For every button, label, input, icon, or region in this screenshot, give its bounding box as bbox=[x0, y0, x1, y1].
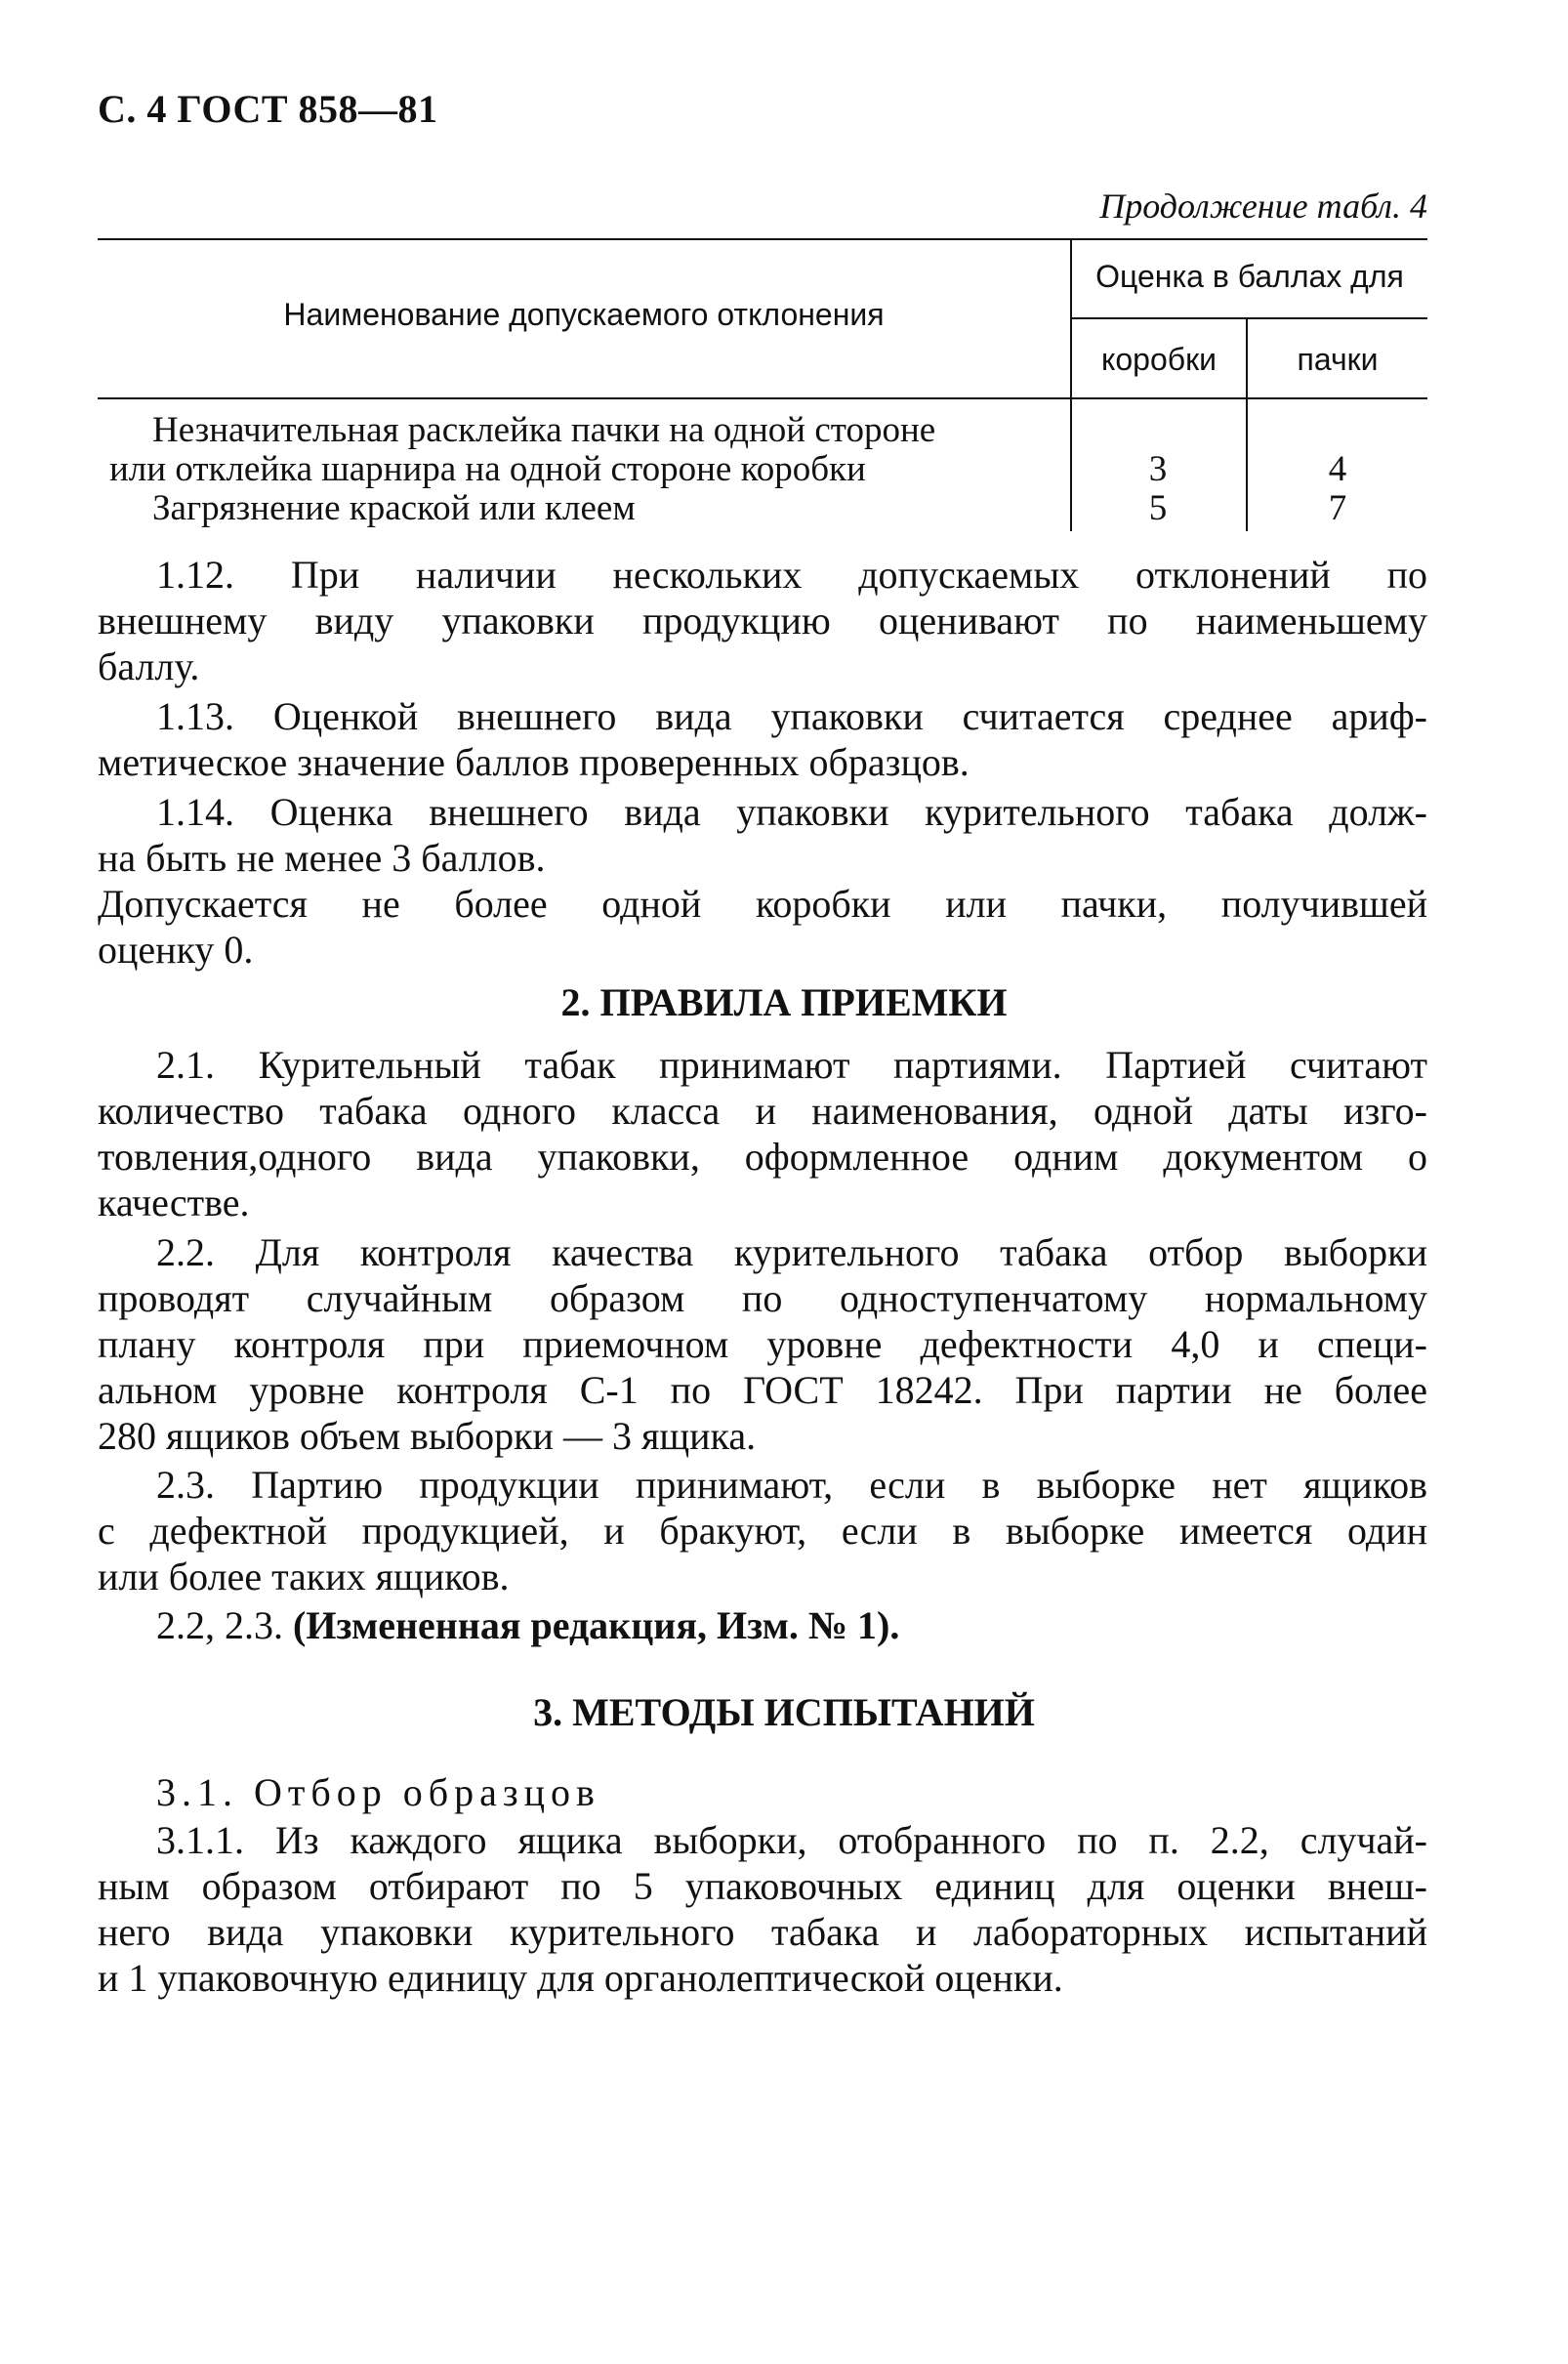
table-row-1-box-score: 3 bbox=[1148, 449, 1168, 489]
para-1-12-line-3: баллу. bbox=[98, 644, 200, 688]
para-1-14-line-1: 1.14. Оценка внешнего вида упаковки курительного табака долж- bbox=[156, 790, 1427, 834]
para-2-1-line-4: качестве. bbox=[98, 1181, 250, 1224]
para-3-1-1-line-2: ным образом отбирают по 5 упаковочных единиц для оценки внеш- bbox=[98, 1864, 1427, 1908]
para-1-13-line-2: метическое значение баллов проверенных образцов. bbox=[98, 740, 970, 784]
para-3-1-1-line-3: него вида упаковки курительного табака и лабораторных испытаний bbox=[98, 1910, 1427, 1954]
section-3-title: 3. МЕТОДЫ ИСПЫТАНИЙ bbox=[533, 1690, 1035, 1734]
para-1-13-line-1: 1.13. Оценкой внешнего вида упаковки считается среднее ариф- bbox=[156, 694, 1427, 738]
column-header-pack: пачки bbox=[1297, 342, 1379, 377]
column-header-name: Наименование допускаемого отклонения bbox=[283, 297, 885, 332]
amendment-prefix: 2.2, 2.3. bbox=[156, 1603, 283, 1647]
para-1-14-note-line-2: оценку 0. bbox=[98, 928, 254, 972]
para-2-2-line-5: 280 ящиков объем выборки — 3 ящика. bbox=[98, 1414, 757, 1458]
table-row-2-box-score: 5 bbox=[1148, 488, 1168, 528]
para-2-3-line-3: или более таких ящиков. bbox=[98, 1555, 510, 1598]
section-2-title: 2. ПРАВИЛА ПРИЕМКИ bbox=[560, 980, 1008, 1024]
para-3-1-heading: 3.1. Отбор образцов bbox=[156, 1770, 600, 1814]
amendment-note bbox=[98, 1602, 1427, 1648]
column-header-box: коробки bbox=[1101, 342, 1217, 377]
para-2-1-line-1: 2.1. Курительный табак принимают партиями. Партией считают bbox=[156, 1043, 1427, 1087]
table-header-rule bbox=[98, 397, 1427, 399]
para-3-1-1-line-4: и 1 упаковочную единицу для органолептической оценки. bbox=[98, 1956, 1063, 2000]
para-2-1-line-2: количество табака одного класса и наименования, одной даты изго- bbox=[98, 1089, 1427, 1133]
para-2-3-line-2: с дефектной продукцией, и бракуют, если в выборке имеется один bbox=[98, 1509, 1427, 1553]
column-header-score: Оценка в баллах для bbox=[1095, 259, 1404, 294]
table-row-1-line-2: или отклейка шарнира на одной стороне коробки bbox=[109, 449, 866, 489]
table-row-1-line-1: Незначительная расклейка пачки на одной стороне bbox=[152, 410, 936, 450]
table-row-2-line-1: Загрязнение краской или клеем bbox=[152, 488, 636, 528]
para-2-2-line-2: проводят случайным образом по одноступенчатому нормальному bbox=[98, 1276, 1427, 1320]
para-1-12-line-1: 1.12. При наличии нескольких допускаемых отклонений по bbox=[156, 553, 1427, 597]
table-subheader-rule bbox=[1071, 317, 1427, 319]
para-2-2-line-1: 2.2. Для контроля качества курительного табака отбор выборки bbox=[156, 1230, 1427, 1274]
para-1-12-line-2: внешнему виду упаковки продукцию оценивают по наименьшему bbox=[98, 599, 1427, 643]
table-top-rule bbox=[98, 238, 1427, 240]
para-2-1-line-3: товления,одного вида упаковки, оформленное одним документом о bbox=[98, 1135, 1427, 1179]
para-1-14-note-line-1: Допускается не более одной коробки или пачки, получившей bbox=[98, 882, 1427, 926]
table-continuation-label: Продолжение табл. 4 bbox=[1099, 187, 1427, 226]
para-2-2-line-3: плану контроля при приемочном уровне дефектности 4,0 и специ- bbox=[98, 1322, 1427, 1366]
table-row-2-pack-score: 7 bbox=[1328, 488, 1347, 528]
para-2-2-line-4: альном уровне контроля С-1 по ГОСТ 18242. При партии не более bbox=[98, 1368, 1427, 1412]
para-1-14-line-2: на быть не менее 3 баллов. bbox=[98, 836, 546, 880]
para-2-3-line-1: 2.3. Партию продукции принимают, если в выборке нет ящиков bbox=[156, 1463, 1427, 1507]
para-3-1-1-line-1: 3.1.1. Из каждого ящика выборки, отобранного по п. 2.2, случай- bbox=[156, 1818, 1427, 1862]
page-header: С. 4 ГОСТ 858—81 bbox=[98, 87, 438, 131]
amendment-text: (Измененная редакция, Изм. № 1). bbox=[293, 1603, 900, 1647]
table-row-1-pack-score: 4 bbox=[1328, 449, 1347, 489]
